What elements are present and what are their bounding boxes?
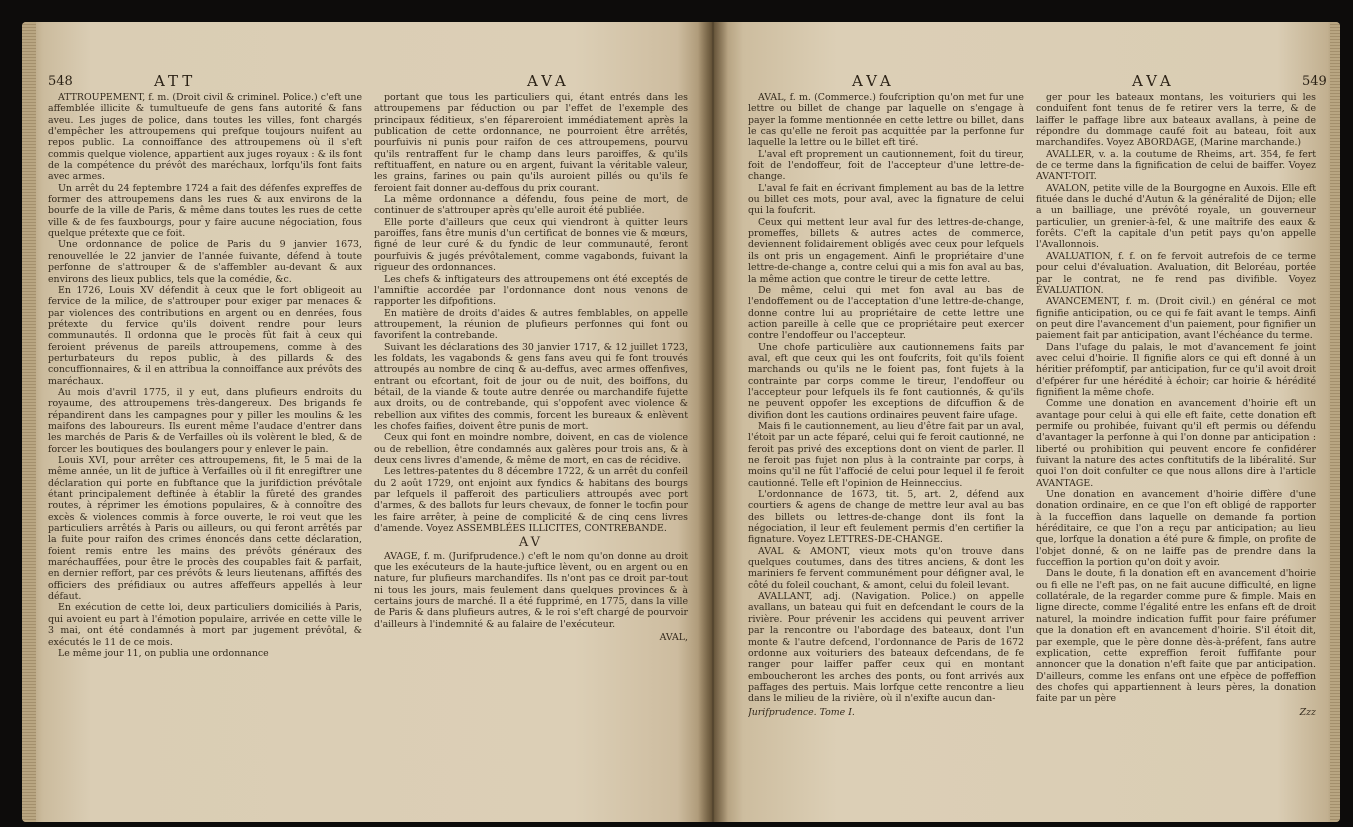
text-column-left: [748, 92, 1024, 782]
page-edge: [1330, 22, 1340, 822]
paragraph: AVALLANT, adj. (Navigation. Police.) on appelle avallans, un bateau qui fuit en defcendant le cours de la rivière. Pour prévenir les accidens qui peuvent arriver par la rencontre ou l'abordage des bateaux, dont l'un monte & l'autre defcend, l'ordonnance de Paris de 1672 ordonne aux voituriers des bateaux defcendans, de fe ranger pour laiffer paffer ceux qui en montant emboucheront les arches des ponts, ou font arrivés aux paffages des pertuis. Mais lorfque cette rencontre a lieu dans le milieu de la rivière, où il n'exifte aucun dan-: [748, 591, 1024, 705]
paragraph: AVAGE, f. m. (Jurifprudence.) c'eft le nom qu'on donne au droit que les exécuteurs de la haute-juftice lèvent, ou en argent ou en nature, fur plufieurs marchandifes. Ils n'ont pas ce droit par-tout ni tous les jours, mais feulement dans quelques provinces & à certains jours de marché. Il a été fupprimé, en 1775, dans la ville de Paris & dans plufieurs autres, & le roi s'eft chargé de pourvoir d'ailleurs à l'indemnité & au falaire de l'exécuteur.: [374, 550, 688, 630]
paragraph: Le même jour 11, on publia une ordonnance: [58, 647, 269, 659]
paragraph: Comme une donation en avancement d'hoirie eft un avantage pour celui à qui elle eft faite, cette donation eft permife ou prohibée, fuivant qu'il eft permis ou défendu d'avantager la perfonne à qui l'on donne par anticipation : liberté ou prohibition qui peuvent encore fe confidérer fuivant la nature des actes conftitutifs de la libéralité. Sur quoi l'on doit confulter ce que nous allons dire à l'article AVANTAGE.: [1036, 398, 1316, 489]
text-column-right: [374, 92, 688, 782]
paragraph: Suivant les déclarations des 30 janvier 1717, & 12 juillet 1723, les foldats, les vagabonds & gens fans aveu qui fe font trouvés attroupés au nombre de cinq & au-deffus, avec armes offenfives, entrant ou efcortant, foit de jour ou de nuit, des boiffons, du bétail, de la viande & toute autre denrée ou marchandife fujette aux droits, ou de contrebande, qui s'oppofent avec violence & rebellion aux vifites des commis, forcent les bureaux & enlèvent les chofes faifies, doivent être punis de mort.: [374, 341, 688, 432]
paragraph: Les chefs & inftigateurs des attroupemens ont été exceptés de l'amniftie accordée par l'ordonnance dont nous venons de rapporter les difpofitions.: [374, 273, 688, 308]
paragraph: ger pour les bateaux montans, les voituriers qui les conduifent font tenus de fe retirer vers la terre, & de laiffer le paffage libre aux bateaux avallans, à peine de répondre du dommage caufé foit au bateau, foit aux marchandifes. Voyez ABORDAGE, (Marine marchande.): [1036, 92, 1316, 149]
paragraph: Louis XVI, pour arrêter ces attroupemens, fit, le 5 mai de la même année, un lit de juftice à Verfailles où il fit enregiftrer une déclaration qui porte en fubftance que la jurifdiction prévôtale étant principalement deftinée à établir la fûreté des grandes routes, à réprimer les émotions populaires, & à connoître des excès & violences commis à force ouverte, le roi veut que les particuliers arrêtés à Paris ou ailleurs, ou qui feront arrêtés par la fuite pour raifon des crimes énoncés dans cette déclaration, foient remis entre les mains des prévôts généraux des maréchauffées, pour être le procès des coupables fait & parfait, en dernier reffort, par ces prévôts & leurs lieutenans, affiftés des officiers des préfidiaux ou autres affeffeurs appellés à leur défaut.: [48, 455, 362, 603]
section-heading: AV: [518, 535, 544, 551]
paragraph: De même, celui qui met fon aval au bas de l'endoffement ou de l'acceptation d'une lettre-de-change, donne contre lui au propriétaire de cette lettre une action pareille à celle que ce propriétaire peut exercer contre l'endoffeur ou l'accepteur.: [748, 284, 1024, 342]
right-page: [712, 22, 1340, 822]
paragraph: Dans l'ufage du palais, le mot d'avancement fe joint avec celui d'hoirie. Il fignifie alors ce qui eft donné à un héritier préfomptif, par anticipation, fur ce qu'il avoit droit d'efpérer fur une hérédité à échoir; car hoirie & hérédité fignifient la même chofe.: [1036, 341, 1316, 398]
paragraph: Au mois d'avril 1775, il y eut, dans plufieurs endroits du royaume, des attroupemens très-dangereux. Des brigands fe répandirent dans les campagnes pour y piller les moulins & les maifons des laboureurs. Ils eurent même l'audace d'entrer dans les marchés de Paris & de Verfailles où ils volèrent le bled, & de forcer les boutiques des boulangers pour y enlever le pain.: [48, 386, 362, 455]
paragraph: AVALON, petite ville de la Bourgogne en Auxois. Elle eft fituée dans le duché d'Autun & la généralité de Dijon; elle a un bailliage, une prévôté royale, un gouverneur particulier, un grenier-à-fel, & une maîtrife des eaux & forêts. C'eft la capitale d'un petit pays qu'on appelle l'Avallonnois.: [1036, 182, 1316, 251]
paragraph: Une ordonnance de police de Paris du 9 janvier 1673, renouvellée le 22 janvier de l'année fuivante, défend à toute perfonne de s'attrouper & de s'affembler au-devant & aux environs des lieux publics, tels que la comédie, &c.: [48, 239, 362, 285]
running-head: ATT: [154, 72, 197, 90]
paragraph: Ceux qui mettent leur aval fur des lettres-de-change, promeffes, billets & autres actes de commerce, deviennent folidairement obligés avec ceux pour lefquels ils ont pris un engagement. Ainfi le propriétaire d'une lettre-de-change a, contre celui qui a mis fon aval au bas, la même action que contre le tireur de cette lettre.: [748, 216, 1024, 285]
footer-signature: Jurifprudence. Tome I.: [748, 706, 855, 718]
left-page: [22, 22, 712, 822]
paragraph: portant que tous les particuliers qui, étant entrés dans les attroupemens par féduction ou par l'effet de l'exemple des principaux féditieux, s'en fépareroient immédiatement après la publication de cette ordonnance, ne pourroient être arrêtés, pourfuivis ni punis pour raifon de ces attroupemens, pourvu qu'ils rentraffent fur le champ dans leurs paroiffes, & qu'ils reftituaffent, en nature ou en argent, fuivant la véritable valeur, les grains, farines ou pain qu'ils auroient pillés ou qu'ils fe feroient fait donner au-deffous du prix courant.: [374, 92, 688, 194]
page-number: 549: [1302, 74, 1327, 89]
paragraph: ATTROUPEMENT, f. m. (Droit civil & criminel. Police.) c'eft une affemblée illicite & tumultueufe de gens fans autorité & fans aveu. Les juges de police, dans toutes les villes, font chargés d'empêcher les attroupemens qui prefque toujours nuifent au repos public. La connoiffance des attroupemens où il s'eft commis quelque violence, appartient aux juges royaux : & ils font de la compétence du prévôt des maréchaux, lorfqu'ils font faits avec armes.: [48, 92, 362, 183]
paragraph: Ceux qui font en moindre nombre, doivent, en cas de violence ou de rebellion, être condamnés aux galères pour trois ans, & à deux cens livres d'amende, & même de mort, en cas de récidive.: [374, 432, 688, 466]
paragraph: L'aval fe fait en écrivant fimplement au bas de la lettre ou billet ces mots, pour aval, avec la fignature de celui qui la foufcrit.: [748, 182, 1024, 217]
paragraph: En exécution de cette loi, deux particuliers domiciliés à Paris, qui avoient eu part à l'émotion populaire, arrivée en cette ville le 3 mai, ont été condamnés à mort par jugement prévôtal, & exécutés le 11 de ce mois.: [48, 602, 362, 648]
paragraph: Mais fi le cautionnement, au lieu d'être fait par un aval, l'étoit par un acte féparé, celui qui fe feroit cautionné, ne feroit pas privé des exceptions dont on vient de parler. Il ne feroit pas fujet non plus à la contrainte par corps, à moins qu'il ne fût l'affocié de celui pour lequel il fe feroit cautionné. Telle eft l'opinion de Heinneccius.: [748, 420, 1024, 489]
paragraph: En 1726, Louis XV défendit à ceux que le fort obligeoit au fervice de la milice, de s'attrouper pour exiger par menaces & par violences des contributions en argent ou en denrées, fous prétexte du fervice qu'ils doivent rendre pour leurs communautés. Il ordonna que le procès fût fait à ceux qui feroient prévenus de pareils attroupemens, comme à des perturbateurs du repos public, à des pillards & des concuffionnaires, & il en attribua la connoiffance aux prévôts des maréchaux.: [48, 284, 362, 387]
paragraph: Les lettres-patentes du 8 décembre 1722, & un arrêt du confeil du 2 août 1729, ont enjoint aux fyndics & habitans des bourgs par lefquels il pafferoit des particuliers attroupés avec port d'armes, & des ballots fur leurs chevaux, de fonner le tocfin pour les faire arrêter, à peine de complicité & de cinq cens livres d'amende. Voyez ASSEMBLÉES ILLICITES, CONTREBANDE.: [374, 466, 688, 535]
text-column-right: [1036, 92, 1316, 782]
paragraph: AVAL, f. m. (Commerce.) foufcription qu'on met fur une lettre ou billet de change par laquelle on s'engage à payer la fomme mentionnée en cette lettre ou billet, dans le cas qu'elle ne feroit pas acquittée par la perfonne fur laquelle la lettre ou le billet eft tiré.: [748, 92, 1024, 149]
paragraph: AVALLER, v. a. la coutume de Rheims, art. 354, fe fert de ce terme dans la fignification de celui de baiffer. Voyez AVANT-TOIT.: [1036, 148, 1316, 183]
paragraph: La même ordonnance a défendu, fous peine de mort, de continuer de s'attrouper après qu'elle auroit été publiée.: [374, 194, 688, 217]
paragraph: En matière de droits d'aides & autres femblables, on appelle attroupement, la réunion de plufieurs perfonnes qui font ou favorifent la contrebande.: [374, 307, 688, 342]
page-number: 548: [48, 74, 73, 89]
running-head: AVA: [527, 72, 570, 90]
paragraph: L'ordonnance de 1673, tit. 5, art. 2, défend aux courtiers & agens de change de mettre leur aval au bas des billets ou lettres-de-change dont ils font la négociation, il leur eft feulement permis d'en certifier la fignature. Voyez LETTRES-DE-CHANGE.: [748, 489, 1024, 546]
paragraph: AVAL & AMONT, vieux mots qu'on trouve dans quelques coutumes, dans des titres anciens, & dont les mariniers fe fervent communément pour défigner aval, le côté du foleil couchant, & amont, celui du foleil levant.: [748, 545, 1024, 591]
paragraph: AVALUATION, f. f. on fe fervoit autrefois de ce terme pour celui d'évaluation. Avaluation, dit Beloréau, portée par le contrat, ne fe rend pas divifible. Voyez ÉVALUATION.: [1036, 250, 1316, 296]
catchword: AVAL,: [659, 632, 688, 644]
text-column-left: [48, 92, 362, 782]
open-book: [22, 22, 1340, 822]
paragraph: Une chofe particulière aux cautionnemens faits par aval, eft que ceux qui les ont foufcrits, foit qu'ils foient marchands ou qu'ils ne le foient pas, font fujets à la contrainte par corps comme le tireur, l'endoffeur ou l'accepteur pour lefquels ils fe font cautionnés, & qu'ils ne peuvent oppofer les exceptions de difcuffion & de divifion dont les cautions ordinaires peuvent faire ufage.: [748, 341, 1024, 421]
signature-mark: Zzz: [1299, 706, 1316, 718]
page-edge: [22, 22, 36, 822]
running-head: AVA: [1132, 72, 1175, 90]
paragraph: Elle porte d'ailleurs que ceux qui viendront à quitter leurs paroiffes, fans être munis d'un certificat de bonnes vie & mœurs, figné de leur curé & du fyndic de leur communauté, feront pourfuivis & jugés prévôtalement, comme vagabonds, fuivant la rigueur des ordonnances.: [374, 216, 688, 274]
paragraph: Dans le doute, fi la donation eft en avancement d'hoirie ou fi elle ne l'eft pas, on ne fait aucune difficulté, en ligne collatérale, de la regarder comme pure & fimple. Mais en ligne directe, comme l'égalité entre les enfans eft de droit naturel, la moindre indication fuffit pour faire préfumer que la donation eft en avancement d'hoirie. S'il étoit dit, par exemple, que le père donne dès-à-préfent, fans autre explication, cette expreffion feroit fuffifante pour annoncer que la donation n'eft faite que par anticipation. D'ailleurs, comme les enfans ont une efpèce de poffeffion des chofes qui appartiennent à leurs pères, la donation faite par un père: [1036, 568, 1316, 705]
paragraph: Une donation en avancement d'hoirie diffère d'une donation ordinaire, en ce que l'on eft obligé de rapporter à la fucceffion dans laquelle on demande fa portion héréditaire, ce que l'on a reçu par anticipation; au lieu que, lorfque la donation a été pure & fimple, on profite de l'objet donné, & on ne laiffe pas de prendre dans la fucceffion la portion qu'on doit y avoir.: [1036, 489, 1316, 569]
paragraph: Un arrêt du 24 feptembre 1724 a fait des défenfes expreffes de former des attroupemens dans les rues & aux environs de la bourfe de la ville de Paris, & même dans toutes les rues de cette ville & de fes fauxbourgs, pour y faire aucune négociation, fous quelque prétexte que ce foit.: [48, 182, 362, 240]
paragraph: L'aval eft proprement un cautionnement, foit du tireur, foit de l'endoffeur, foit de l'accepteur d'une lettre-de-change.: [748, 148, 1024, 183]
running-head: AVA: [852, 72, 895, 90]
book-gutter: [698, 22, 728, 822]
paragraph: AVANCEMENT, f. m. (Droit civil.) en général ce mot fignifie anticipation, ou ce qui fe fait avant le temps. Ainfi on peut dire l'avancement d'un paiement, pour fignifier un paiement fait par anticipation, avant l'échéance du terme.: [1036, 296, 1316, 342]
